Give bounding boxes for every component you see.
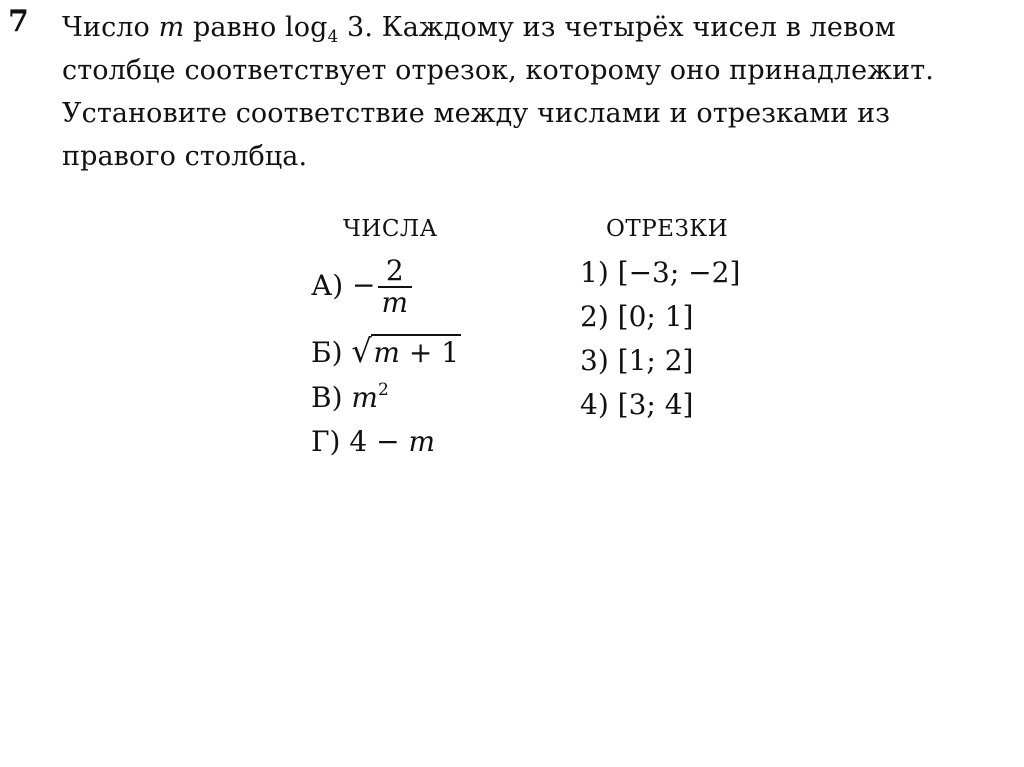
log-base: 4 — [327, 27, 339, 47]
square-root — [351, 332, 461, 370]
segment-item-2: 2) [0; 1] — [580, 300, 694, 333]
item-label: Г) — [311, 425, 341, 458]
radicand-rest: + 1 — [399, 336, 460, 369]
expression-prefix: 4 − — [349, 425, 409, 458]
fraction-numerator: 2 — [385, 254, 404, 287]
variable-m: m — [373, 336, 400, 369]
statement-text: 3. Каждому из четырёх чисел в левом — [338, 12, 896, 43]
number-item-b — [311, 332, 461, 370]
statement-text: Число — [62, 12, 159, 43]
power-base: m — [351, 381, 378, 414]
radicand — [371, 334, 461, 369]
segments-column-header: ОТРЕЗКИ — [606, 216, 729, 242]
segment-item-1: 1) [−3; −2] — [580, 256, 741, 289]
radical-sign-icon: √ — [351, 332, 372, 370]
number-item-a — [311, 256, 412, 318]
task-statement — [62, 6, 1014, 178]
statement-line-1 — [62, 6, 1014, 49]
fraction — [378, 256, 413, 318]
statement-line-3: Установите соответствие между числами и отрезками из — [62, 98, 891, 129]
segment-item-3: 3) [1; 2] — [580, 344, 694, 377]
variable-m: m — [158, 12, 185, 43]
statement-line-2: столбце соответствует отрезок, которому оно принадлежит. — [62, 55, 934, 86]
segment-item-4: 4) [3; 4] — [580, 388, 694, 421]
statement-line-4: правого столбца. — [62, 141, 308, 172]
variable-m: m — [408, 425, 436, 458]
item-label: Б) — [311, 336, 343, 369]
number-item-d — [311, 425, 435, 458]
item-label: В) — [311, 381, 343, 414]
number-item-c — [311, 381, 389, 414]
numbers-column-header: ЧИСЛА — [343, 216, 438, 242]
power-exponent: 2 — [377, 380, 389, 400]
item-label: А) — [311, 268, 344, 302]
minus-sign: − — [352, 268, 376, 302]
fraction-denominator: m — [378, 286, 413, 318]
task-number: 7 — [8, 4, 29, 39]
statement-text: равно log — [184, 12, 328, 43]
